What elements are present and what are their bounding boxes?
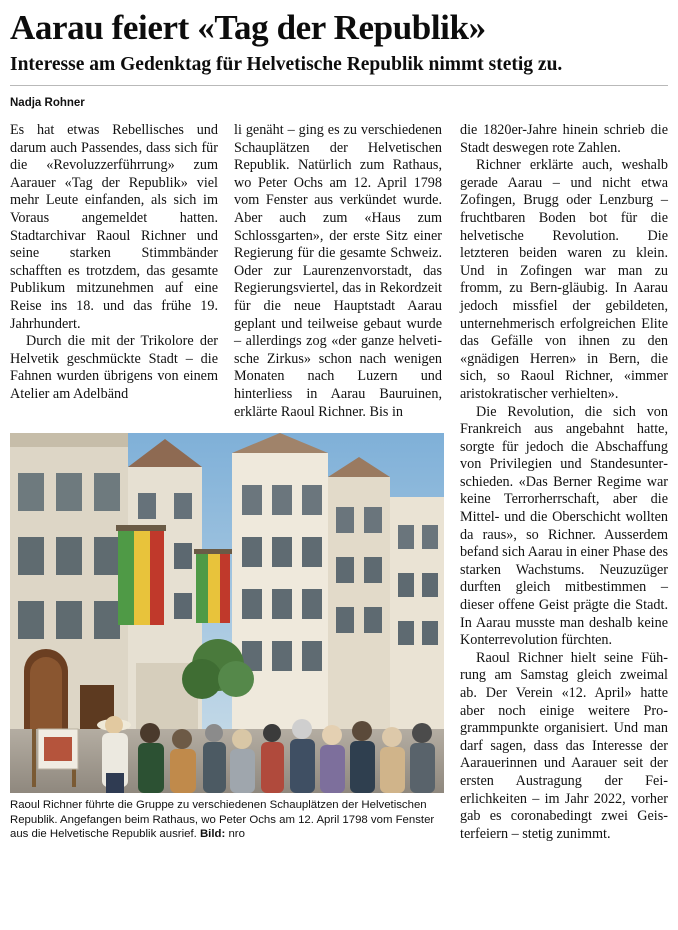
column-2: [234, 122, 442, 421]
column-3: [460, 122, 668, 843]
page-title: Aarau feiert «Tag der Republik»: [10, 8, 486, 47]
article-columns: [10, 122, 668, 843]
subheadline: Interesse am Gedenktag für Helvetische Republik nimmt stetig zu.: [10, 54, 563, 75]
caption-credit-value: nro: [228, 828, 245, 841]
upper-two-columns: [10, 122, 444, 421]
street-scene-with-tour-group-image: [10, 433, 444, 793]
paragraph: Es hat etwas Rebellisches und darum auch Passendes, dass sich für die «Revoluzzerführrung» zum Aarauer «Tag der Republik» viel mehr Leute einfanden, als sich im Voraus angemeldet hatten. Stadtarchivar Raoul Richner und seine starken Stimmbänder schafften es trotzdem, das gesamte Publikum mitzunehmen auf eine Reise ins 18. und das frühe 19. Jahrhundert.: [10, 122, 218, 332]
paragraph: Die Revolution, die sich von Frankreich aus angebahnt hatte, sorgte für jedoch die Abschaffung von Privilegien und Standesunterschieden. «Das Berner Regime war keine Terrorherrschaft, aber die Mittel- und die Oberschicht wollten da raus», so Richner. Ausserdem befand sich Aarau in einer Phase des starken Wachstums. Neuzuzüger durften gleich mitbestimmen – dieser offene Geist prägte die Stadt. In Aarau musste man deshalb keine Konterrevolution fürchten.: [460, 403, 669, 649]
caption-text: Raoul Richner führte die Gruppe zu verschiedenen Schauplätzen der Helvetischen Republik. Angefangen beim Rathaus, wo Peter Ochs am 12. April 1798 vom Fenster aus die Helvetische Republik ausrief.: [10, 799, 435, 841]
byline: Nadja Rohner: [10, 97, 85, 109]
paragraph: die 1820er-Jahre hinein schrieb die Stadt deswegen rote Zahlen.: [460, 122, 668, 156]
photo-caption: [10, 798, 444, 842]
left-stack: [10, 122, 444, 842]
paragraph: li genäht – ging es zu verschiedenen Schauplätzen der Helvetischen Republik. Natürlich zum Rathaus, wo Peter Ochs am 12. April 1798 vom Fenster aus verkündet wurde. Aber auch zum «Haus zum Schlossgarten», der erste Sitz einer Regierung für die gesamte Schweiz. Oder zur Laurenzenvorstadt, das Regierungsviertel, das in Rekordzeit für die neue Hauptstadt Aarau geplant und teilweise gebaut wurde – allerdings zog «der ganze helvetische Zirkus» schon nach wenigen Monaten nach Luzern und hinterliess in Aarau Bauruinen, erklärte Raoul Richner. Bis in: [234, 122, 442, 420]
paragraph: Richner erklärte auch, weshalb gerade Aarau – und nicht etwa Zofingen, Brugg oder Lenzburg – fruchtbaren Boden bot für die helvetische Revolution. Die letzteren beiden waren zu klein. Und in Zofingen war man zu fromm, zu Bern-gläubig. In Aarau jedoch missfiel der gebildeten, unternehmerisch erfolgreichen Elite das Gefälle von ihnen zu den «gnädigen Herren» in Bern, die sich, so Raoul Richner, «immer aristokratischer verhielten».: [460, 157, 668, 402]
paragraph: Raoul Richner hielt seine Führung am Samstag gleich zweimal ab. Der Verein «12. April» hatte aber noch einige weitere Programmpunkte organisiert. Und man darf sagen, dass das Interesse der Aarauerinnen und Aarauer seit der ersten Austragung der Feierlichkeiten – im Jahr 2022, vorher gab es coronabedingt zwei Geisterfeiern – stetig zunimmt.: [460, 649, 668, 842]
caption-credit-label: Bild:: [199, 828, 226, 841]
column-1: [10, 122, 218, 421]
paragraph: Durch die mit der Trikolore der Helvetik geschmückte Stadt – die Fahnen wurden übrigens von einem Atelier am Adelbänd: [10, 333, 218, 402]
photo-block: [10, 433, 444, 842]
divider: [10, 85, 668, 86]
